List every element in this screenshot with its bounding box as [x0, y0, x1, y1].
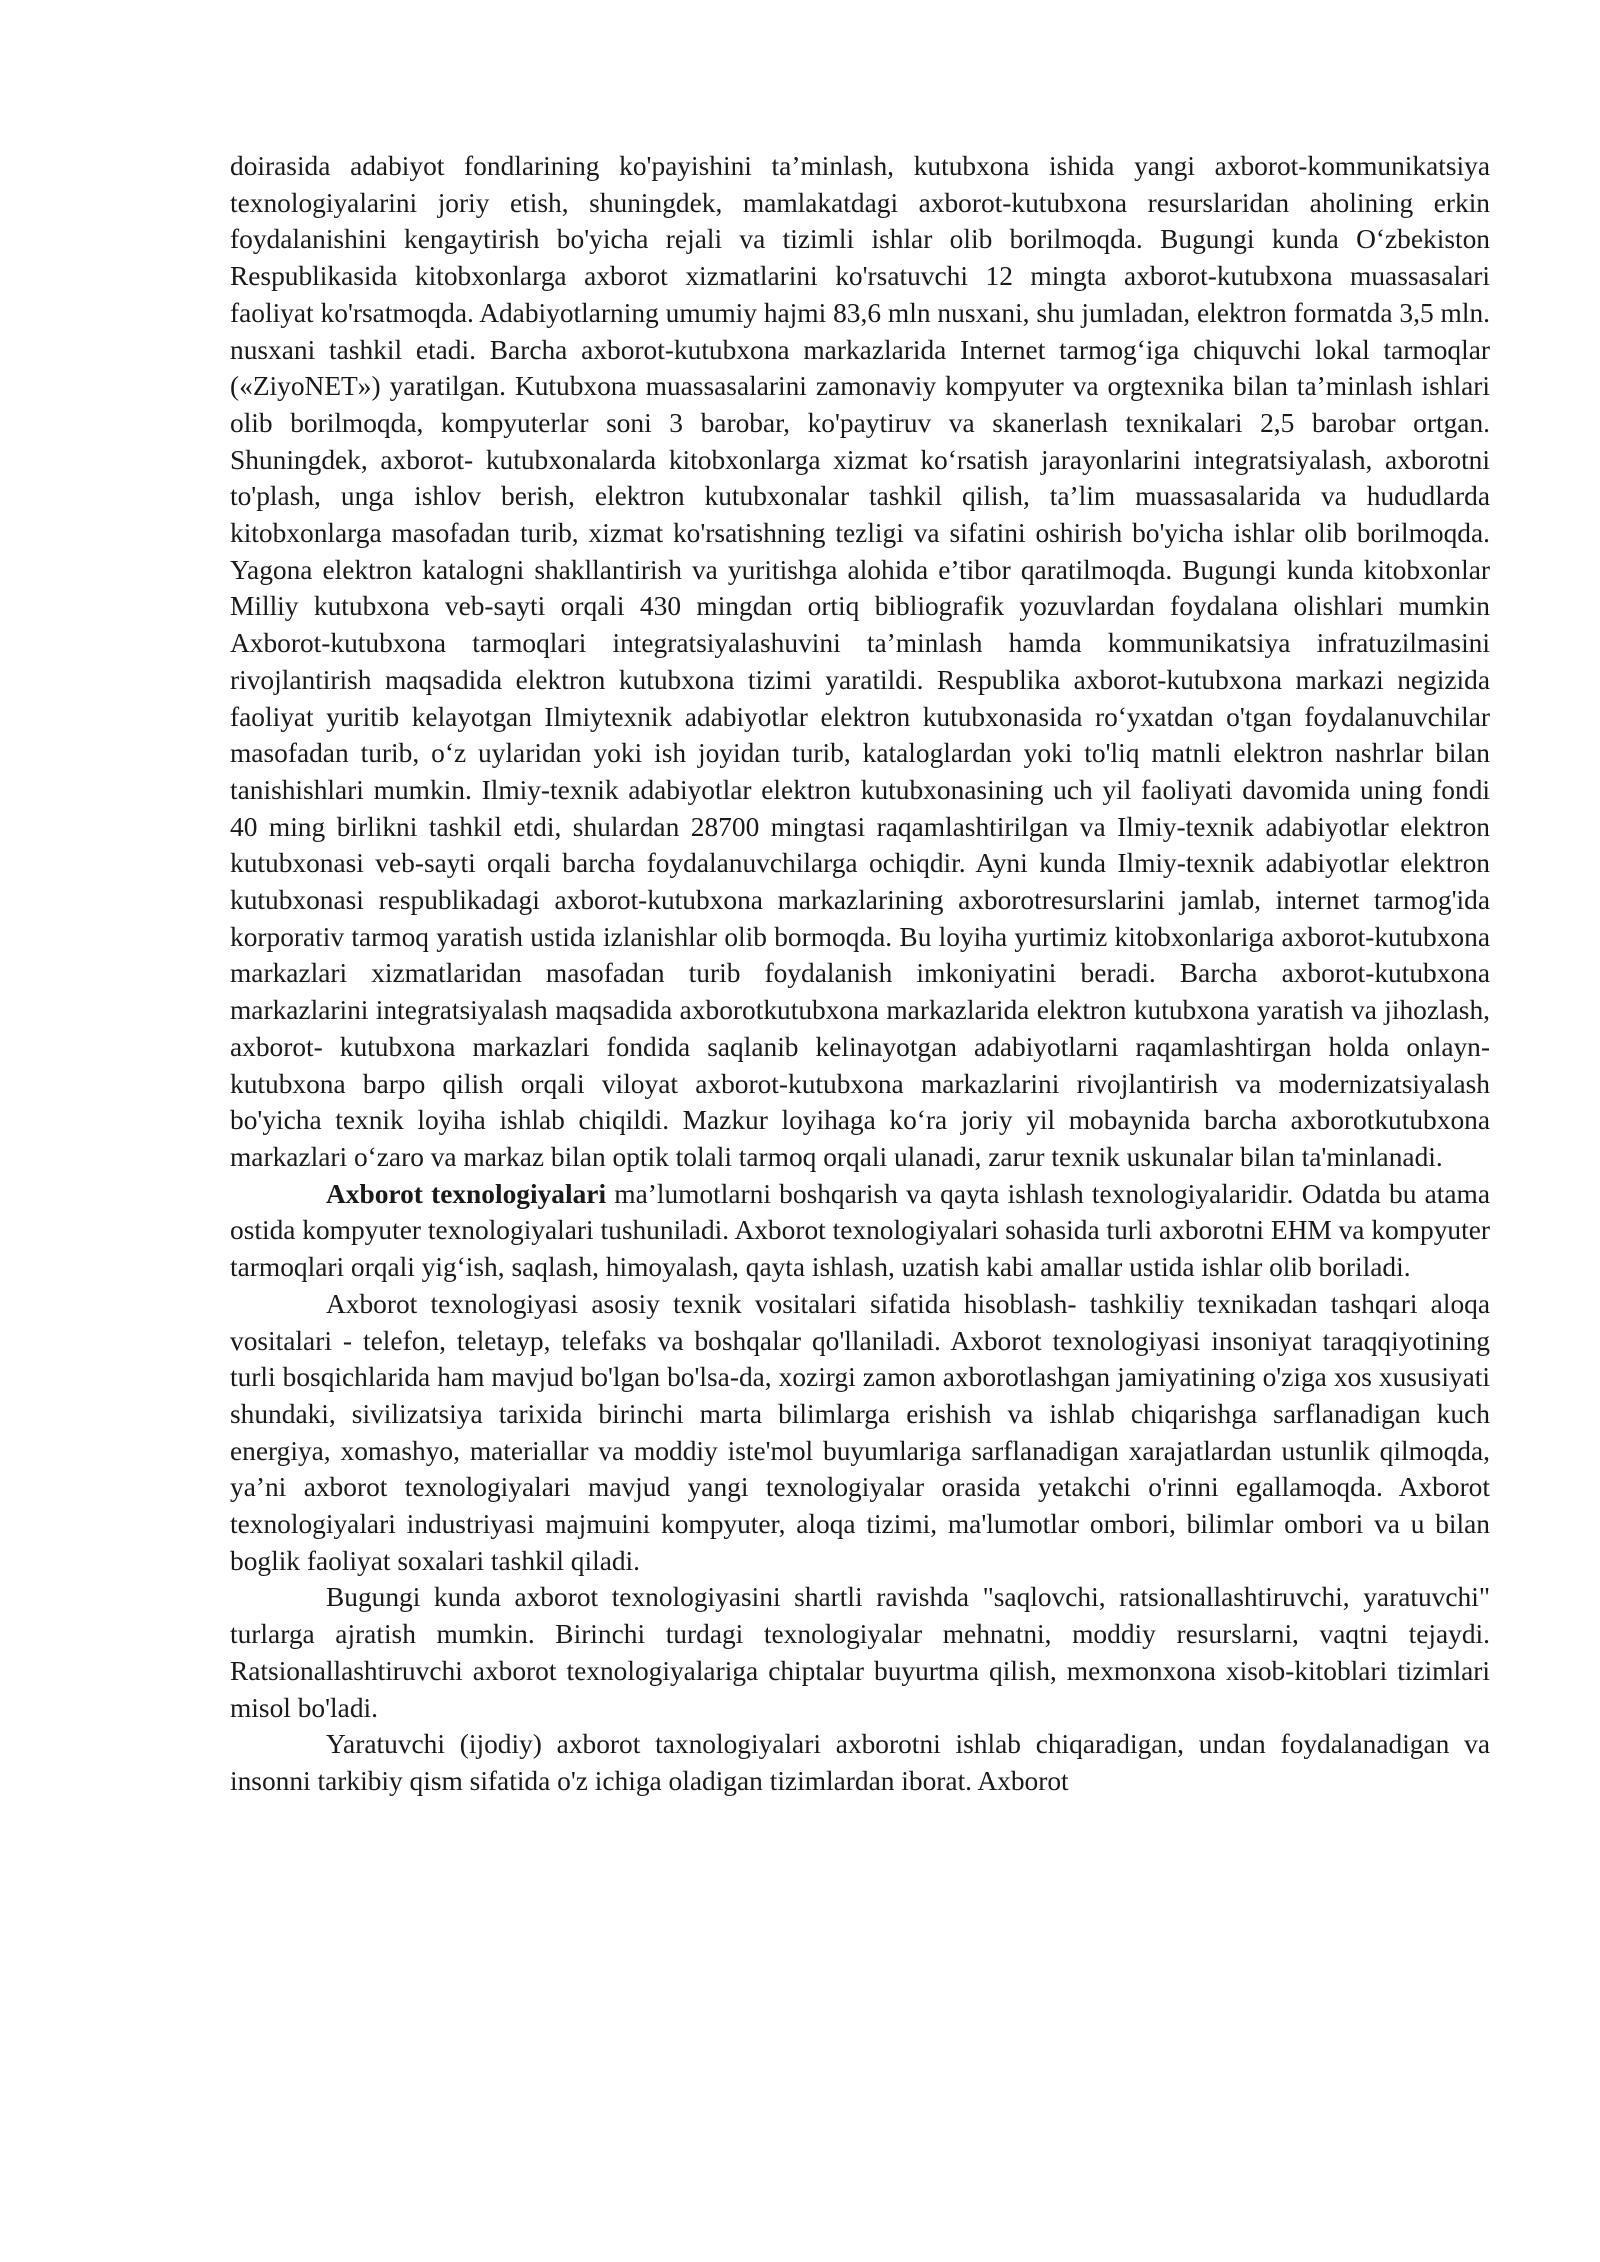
document-page [230, 148, 1490, 1800]
paragraph-it-definition-text: ma’lumotlarni boshqarish va qayta ishlash texnologiyalaridir. Odatda bu atama ostida kompyuter texnologiyalari tushuniladi. Axborot texnologiyalari sohasida turli axborotni EHM va kompyuter tarmoqlari orqali yig‘ish, saqlash, himoyalash, qayta ishlash, uzatish kabi amallar ustida ishlar olib boriladi. [230, 1178, 1490, 1283]
paragraph-it-definition [230, 1176, 1490, 1286]
paragraph-library-resources: doirasida adabiyot fondlarining ko'payishini ta’minlash, kutubxona ishida yangi axborot-kommunikatsiya texnologiyalarini joriy etish, shuningdek, mamlakatdagi axborot-kutubxona resurslaridan aholining erkin foydalanishini kengaytirish bo'yicha rejali va tizimli ishlar olib borilmoqda. Bugungi kunda O‘zbekiston Respublikasida kitobxonlarga axborot xizmatlarini ko'rsatuvchi 12 mingta axborot-kutubxona muassasalari faoliyat ko'rsatmoqda. Adabiyotlarning umumiy hajmi 83,6 mln nusxani, shu jumladan, elektron formatda 3,5 mln. nusxani tashkil etadi. Barcha axborot-kutubxona markazlarida Internet tarmog‘iga chiquvchi lokal tarmoqlar («ZiyoNET») yaratilgan. Kutubxona muassasalarini zamonaviy kompyuter va orgtexnika bilan ta’minlash ishlari olib borilmoqda, kompyuterlar soni 3 barobar, ko'paytiruv va skanerlash texnikalari 2,5 barobar ortgan. Shuningdek, axborot- kutubxonalarda kitobxonlarga xizmat ko‘rsatish jarayonlarini integratsiyalash, axborotni to'plash, unga ishlov berish, elektron kutubxonalar tashkil qilish, ta’lim muassasalarida va hududlarda kitobxonlarga masofadan turib, xizmat ko'rsatishning tezligi va sifatini oshirish bo'yicha ishlar olib borilmoqda. Yagona elektron katalogni shakllantirish va yuritishga alohida e’tibor qaratilmoqda. Bugungi kunda kitobxonlar Milliy kutubxona veb-sayti orqali 430 mingdan ortiq bibliografik yozuvlardan foydalana olishlari mumkin Axborot-kutubxona tarmoqlari integratsiyalashuvini ta’minlash hamda kommunikatsiya infratuzilmasini rivojlantirish maqsadida elektron kutubxona tizimi yaratildi. Respublika axborot-kutubxona markazi negizida faoliyat yuritib kelayotgan Ilmiytexnik adabiyotlar elektron kutubxonasida ro‘yxatdan o'tgan foydalanuvchilar masofadan turib, o‘z uylaridan yoki ish joyidan turib, kataloglardan yoki to'liq matnli elektron nashrlar bilan tanishishlari mumkin. Ilmiy-texnik adabiyotlar elektron kutubxonasining uch yil faoliyati davomida uning fondi 40 ming birlikni tashkil etdi, shulardan 28700 mingtasi raqamlashtirilgan va Ilmiy-texnik adabiyotlar elektron kutubxonasi veb-sayti orqali barcha foydalanuvchilarga ochiqdir. Ayni kunda Ilmiy-texnik adabiyotlar elektron kutubxonasi respublikadagi axborot-kutubxona markazlarining axborotresurslarini jamlab, internet tarmog'ida korporativ tarmoq yaratish ustida izlanishlar olib bormoqda. Bu loyiha yurtimiz kitobxonlariga axborot-kutubxona markazlari xizmatlaridan masofadan turib foydalanish imkoniyatini beradi. Barcha axborot-kutubxona markazlarini integratsiyalash maqsadida axborotkutubxona markazlarida elektron kutubxona yaratish va jihozlash, axborot- kutubxona markazlari fondida saqlanib kelinayotgan adabiyotlarni raqamlashtirgan holda onlayn-kutubxona barpo qilish orqali viloyat axborot-kutubxona markazlarini rivojlantirish va modernizatsiyalash bo'yicha texnik loyiha ishlab chiqildi. Mazkur loyihaga ko‘ra joriy yil mobaynida barcha axborotkutubxona markazlari o‘zaro va markaz bilan optik tolali tarmoq orqali ulanadi, zarur texnik uskunalar bilan ta'minlanadi. [230, 151, 1490, 1172]
paragraph-it-types: Bugungi kunda axborot texnologiyasini shartli ravishda "saqlovchi, ratsionallashtiruvchi, yaratuvchi" turlarga ajratish mumkin. Birinchi turdagi texnologiyalar mehnatni, moddiy resurslarni, vaqtni tejaydi. Ratsionallashtiruvchi axborot texnologiyalariga chiptalar buyurtma qilish, mexmonxona xisob-kitoblari tizimlari misol bo'ladi. [230, 1582, 1490, 1723]
paragraph-creative-it: Yaratuvchi (ijodiy) axborot taxnologiyalari axborotni ishlab chiqaradigan, undan foydalanadigan va insonni tarkibiy qism sifatida o'z ichiga oladigan tizimlardan iborat. Axborot [230, 1729, 1490, 1796]
term-axborot-texnologiyalari: Axborot texnologiyalari [326, 1178, 607, 1209]
paragraph-it-technical-means: Axborot texnologiyasi asosiy texnik vositalari sifatida hisoblash- tashkiliy texnikadan tashqari aloqa vositalari - telefon, teletayp, telefaks va boshqalar qo'llaniladi. Axborot texnologiyasi insoniyat taraqqiyotining turli bosqichlarida ham mavjud bo'lgan bo'lsa-da, xozirgi zamon axborotlashgan jamiyatining o'ziga xos xususiyati shundaki, sivilizatsiya tarixida birinchi marta bilimlarga erishish va ishlab chiqarishga sarflanadigan kuch energiya, xomashyo, materiallar va moddiy iste'mol buyumlariga sarflanadigan xarajatlardan ustunlik qilmoqda, ya’ni axborot texnologiyalari mavjud yangi texnologiyalar orasida yetakchi o'rinni egallamoqda. Axborot texnologiyalari industriyasi majmuini kompyuter, aloqa tizimi, ma'lumotlar ombori, bilimlar ombori va u bilan boglik faoliyat soxalari tashkil qiladi. [230, 1288, 1490, 1576]
